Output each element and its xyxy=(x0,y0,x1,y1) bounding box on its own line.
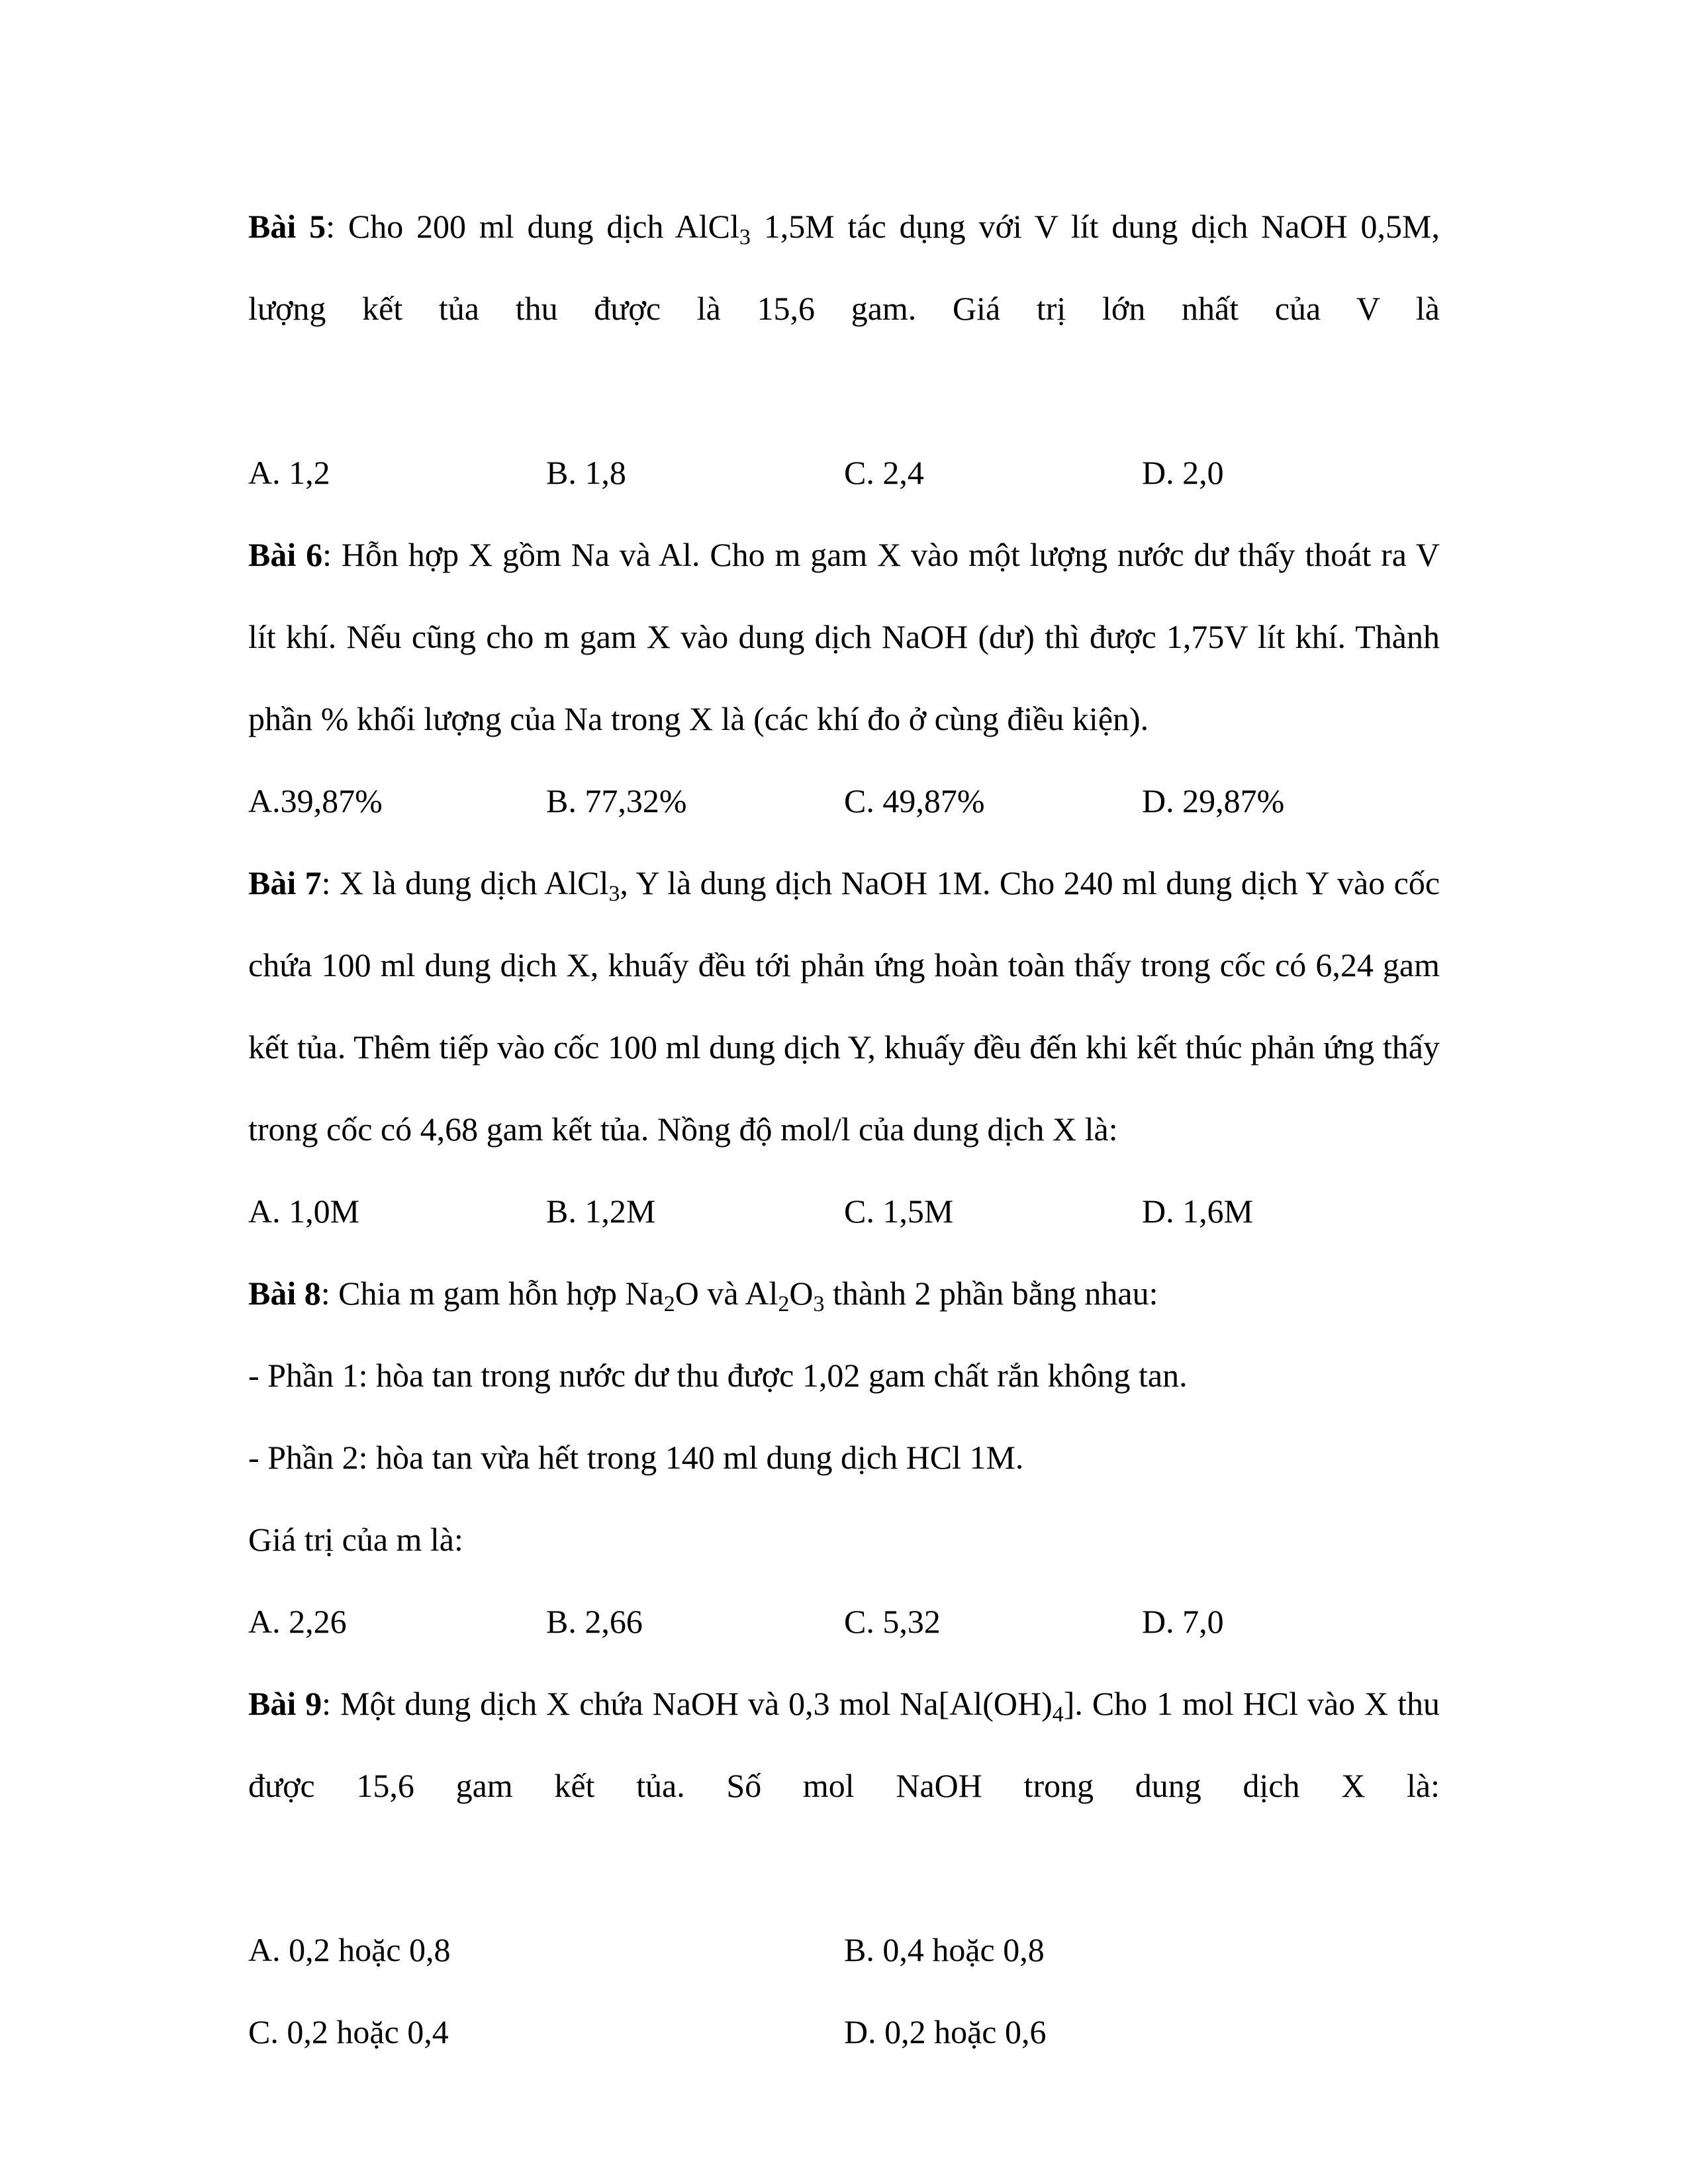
option-c: C. 2,4 xyxy=(844,454,924,491)
option-a: A.39,87% xyxy=(248,782,383,819)
question-6-options xyxy=(248,760,1440,842)
question-9-text: Bài 9: Một dung dịch X chứa NaOH và 0,3 mol $Na[Al(OH)_4]$. Cho 1 mol HCl vào X thu được 15,6 gam kết tủa. Số mol NaOH trong dung dịch X là: xyxy=(248,1685,1440,1804)
option-b: B. 2,66 xyxy=(546,1603,643,1640)
option-d: D. 2,0 xyxy=(1142,454,1224,491)
option-a: A. 1,2 xyxy=(248,454,330,491)
question-9-options-row-1 xyxy=(248,1909,1440,1991)
question-7-text: Bài 7: X là dung dịch AlCl$_3$, Y là dung dịch NaOH 1M. Cho 240 ml dung dịch Y vào cốc chứa 100 ml dung dịch X, khuấy đều tới phản ứng hoàn toàn thấy trong cốc có 6,24 gam kết tủa. Thêm tiếp vào cốc 100 ml dung dịch Y, khuấy đều đến khi kết thúc phản ứng thấy trong cốc có 4,68 gam kết tủa. Nồng độ mol/l của dung dịch X là: xyxy=(248,864,1440,1148)
option-c: C. 1,5M xyxy=(844,1193,954,1230)
option-d: D. 7,0 xyxy=(1142,1603,1224,1640)
question-8-part-1: - Phần 1: hòa tan trong nước dư thu được 1,02 gam chất rắn không tan. xyxy=(248,1357,1188,1394)
question-8-prompt: Giá trị của m là: xyxy=(248,1521,463,1558)
option-d: D. 0,2 hoặc 0,6 xyxy=(844,2013,1047,2050)
option-c: C. 49,87% xyxy=(844,782,985,819)
question-label: Bài 7 xyxy=(248,864,322,901)
question-6-text: Bài 6: Hỗn hợp X gồm Na và Al. Cho m gam X vào một lượng nước dư thấy thoát ra V lít khí. Nếu cũng cho m gam X vào dung dịch NaOH (dư) thì được 1,75V lít khí. Thành phần % khối lượng của Na trong X là (các khí đo ở cùng điều kiện). xyxy=(248,536,1440,737)
question-9-options-row-2 xyxy=(248,1991,1440,2073)
option-b: B. 0,4 hoặc 0,8 xyxy=(844,1931,1045,1968)
option-b: B. 1,8 xyxy=(546,454,626,491)
option-a: A. 1,0M xyxy=(248,1193,360,1230)
option-a: A. 0,2 hoặc 0,8 xyxy=(248,1931,451,1968)
option-c: C. 0,2 hoặc 0,4 xyxy=(248,2013,449,2050)
option-d: D. 1,6M xyxy=(1142,1193,1254,1230)
question-label: Bài 5 xyxy=(248,208,326,245)
option-c: C. 5,32 xyxy=(844,1603,941,1640)
option-b: B. 1,2M xyxy=(546,1193,656,1230)
question-label: Bài 6 xyxy=(248,536,323,573)
question-5-options xyxy=(248,432,1440,514)
question-8-part-2: - Phần 2: hòa tan vừa hết trong 140 ml dung dịch HCl 1M. xyxy=(248,1439,1024,1476)
option-a: A. 2,26 xyxy=(248,1603,347,1640)
question-label: Bài 8 xyxy=(248,1275,321,1312)
document-page xyxy=(248,185,1440,2073)
question-8-options xyxy=(248,1580,1440,1662)
question-7-options xyxy=(248,1170,1440,1252)
question-label: Bài 9 xyxy=(248,1685,322,1722)
option-d: D. 29,87% xyxy=(1142,782,1285,819)
question-8-text: Bài 8: Chia m gam hỗn hợp $Na_2O$ và $Al_2O_3$ thành 2 phần bằng nhau: xyxy=(248,1275,1158,1316)
option-b: B. 77,32% xyxy=(546,782,687,819)
question-5-text: Bài 5: Cho 200 ml dung dịch AlCl$_3$ 1,5M tác dụng với V lít dung dịch NaOH 0,5M, lượng kết tủa thu được là 15,6 gam. Giá trị lớn nhất của V là xyxy=(248,208,1440,327)
